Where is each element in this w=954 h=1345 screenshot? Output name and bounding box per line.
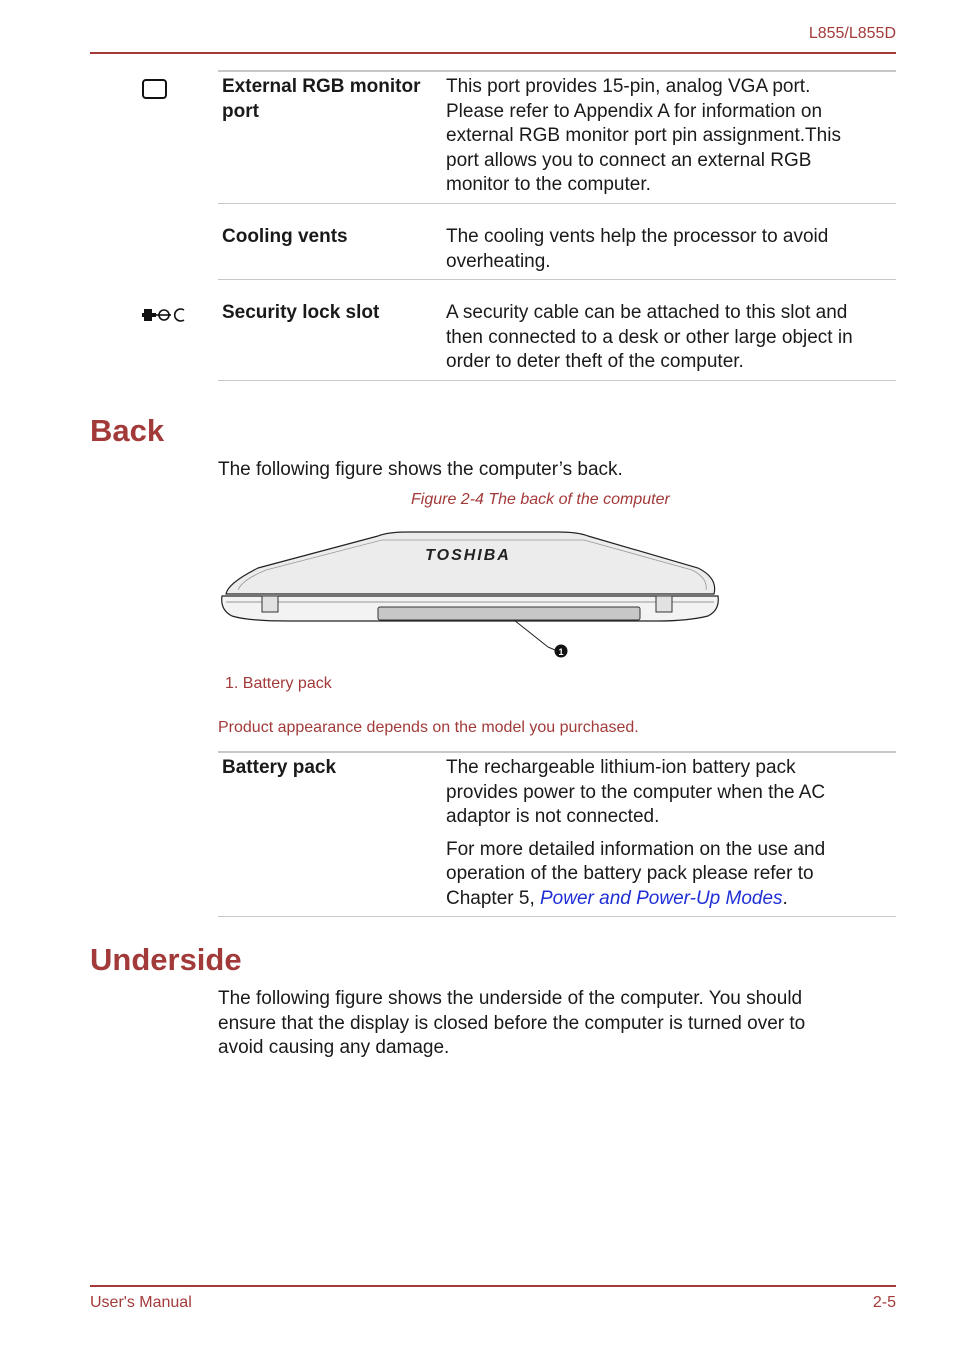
term-line: port — [222, 100, 259, 122]
underside-intro — [218, 987, 858, 1061]
desc-line: port allows you to connect an external RGB — [446, 149, 812, 171]
term-security-lock-slot: Security lock slot — [222, 302, 380, 323]
desc-line: The rechargeable lithium-ion battery pack — [446, 757, 796, 778]
desc-line: For more detailed information on the use and — [446, 838, 826, 860]
page-number: 2-5 — [872, 1294, 896, 1311]
term-external-rgb-monitor-port — [222, 75, 420, 124]
table-bottom-rule — [218, 916, 896, 917]
desc-cooling-vents — [446, 225, 896, 274]
figure-caption: Figure 2-4 The back of the computer — [411, 491, 670, 508]
header-rule — [90, 52, 896, 54]
desc-line: Please refer to Appendix A for information on — [446, 100, 823, 122]
table-top-rule — [218, 70, 896, 72]
security-lock-icon — [142, 305, 186, 325]
para-line: avoid causing any damage. — [218, 1037, 450, 1058]
desc-line — [446, 887, 896, 912]
chapter-5-link[interactable]: Power and Power-Up Modes — [540, 887, 783, 909]
back-intro: The following figure shows the computer’s back. — [218, 459, 623, 480]
table-bottom-rule — [218, 380, 896, 381]
desc-line: monitor to the computer. — [446, 174, 651, 195]
para-line: The following figure shows the underside of the computer. You should — [218, 988, 803, 1009]
desc-text: Chapter 5, — [446, 887, 540, 909]
desc-line: then connected to a desk or other large object in — [446, 326, 853, 348]
footer-manual-title: User's Manual — [90, 1294, 192, 1311]
table-row-rule — [218, 279, 896, 280]
section-heading-underside: Underside — [90, 942, 242, 977]
desc-line: order to deter theft of the computer. — [446, 351, 744, 372]
desc-line: provides power to the computer when the AC — [446, 781, 826, 803]
desc-security-lock-slot — [446, 301, 896, 375]
desc-line: This port provides 15-pin, analog VGA port. — [446, 76, 811, 97]
desc-line: external RGB monitor port pin assignment.This — [446, 125, 841, 146]
desc-line: adaptor is not connected. — [446, 806, 660, 827]
footer-rule — [90, 1285, 896, 1287]
figure-legend: 1. Battery pack — [225, 675, 332, 692]
model-name: L855/L855D — [808, 25, 896, 42]
table-top-rule — [218, 751, 896, 753]
table-row-rule — [218, 203, 896, 204]
para-line: ensure that the display is closed before the computer is turned over to — [218, 1012, 806, 1034]
desc-line: The cooling vents help the processor to avoid — [446, 226, 829, 247]
vga-port-icon — [142, 79, 167, 99]
term-cooling-vents: Cooling vents — [222, 226, 348, 247]
callout-number: 1 — [558, 647, 564, 657]
term-line: External RGB monitor — [222, 76, 421, 97]
desc-battery-pack — [446, 756, 896, 911]
desc-text: . — [782, 887, 788, 909]
desc-line: A security cable can be attached to this slot and — [446, 302, 848, 323]
desc-line: overheating. — [446, 250, 551, 272]
desc-line: operation of the battery pack please refer to — [446, 863, 814, 884]
toshiba-logo: TOSHIBA — [425, 547, 511, 564]
section-heading-back: Back — [90, 413, 165, 448]
term-battery-pack: Battery pack — [222, 757, 337, 778]
product-note: Product appearance depends on the model you purchased. — [218, 719, 639, 736]
desc-external-rgb-monitor-port — [446, 75, 896, 198]
laptop-back-figure — [218, 528, 738, 663]
